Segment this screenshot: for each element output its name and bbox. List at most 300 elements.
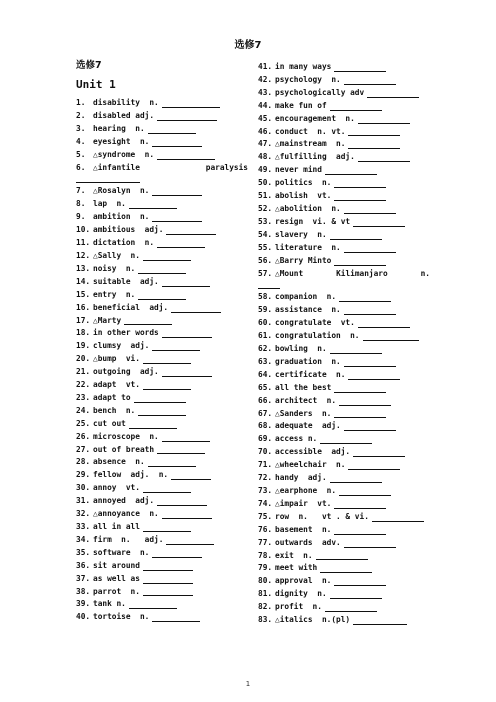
answer-blank[interactable] bbox=[171, 304, 221, 313]
vocab-number: 45. bbox=[258, 113, 273, 123]
vocab-number: 80. bbox=[258, 576, 273, 586]
vocab-number: 54. bbox=[258, 229, 273, 239]
vocab-item bbox=[258, 369, 430, 382]
vocab-item bbox=[258, 550, 430, 563]
vocab-term: entry n. bbox=[93, 289, 136, 299]
vocab-number: 34. bbox=[76, 534, 91, 544]
vocab-item bbox=[258, 113, 430, 126]
vocab-item bbox=[258, 524, 430, 537]
vocab-number: 36. bbox=[76, 560, 91, 570]
vocab-number: 69. bbox=[258, 434, 273, 444]
vocab-number: 73. bbox=[258, 486, 273, 495]
answer-blank[interactable] bbox=[330, 590, 382, 599]
vocab-number: 38. bbox=[76, 586, 91, 596]
vocab-item bbox=[258, 151, 430, 164]
vocab-item bbox=[76, 211, 248, 224]
vocab-term: △impair vt. bbox=[275, 498, 332, 508]
vocab-item bbox=[258, 291, 430, 304]
vocab-number: 70. bbox=[258, 447, 273, 457]
vocab-term: approval n. bbox=[275, 576, 332, 586]
answer-blank[interactable] bbox=[162, 99, 220, 108]
vocab-item bbox=[76, 340, 248, 353]
answer-blank[interactable] bbox=[344, 244, 396, 253]
vocab-number: 74. bbox=[258, 498, 273, 508]
vocab-item bbox=[76, 149, 248, 162]
vocab-number: 14. bbox=[76, 276, 91, 286]
answer-blank[interactable] bbox=[138, 291, 186, 300]
vocab-item bbox=[76, 418, 248, 431]
vocab-number: 55. bbox=[258, 242, 273, 252]
vocab-number: 35. bbox=[76, 547, 91, 557]
answer-blank[interactable] bbox=[339, 397, 391, 406]
answer-blank[interactable] bbox=[138, 265, 186, 274]
vocab-term: congratulation n. bbox=[275, 331, 360, 341]
vocab-term: hearing n. bbox=[93, 123, 145, 133]
vocab-term: assistance n. bbox=[275, 305, 341, 315]
vocab-item bbox=[76, 289, 248, 302]
answer-blank[interactable] bbox=[353, 616, 407, 625]
vocab-number: 61. bbox=[258, 331, 273, 341]
vocab-number: 10. bbox=[76, 225, 91, 235]
vocab-number: 50. bbox=[258, 178, 273, 188]
answer-blank[interactable] bbox=[162, 278, 210, 287]
vocab-term: outwards adv. bbox=[275, 537, 341, 547]
vocab-number: 48. bbox=[258, 152, 273, 162]
vocab-term: firm n. adj. bbox=[93, 534, 164, 544]
answer-blank[interactable] bbox=[348, 140, 400, 149]
vocabulary-column-right bbox=[258, 61, 430, 627]
vocab-number: 1. bbox=[76, 98, 86, 107]
answer-blank[interactable] bbox=[157, 497, 207, 506]
vocab-term: △mainstream n. bbox=[275, 139, 346, 149]
vocab-term: △earphone n. bbox=[275, 486, 337, 495]
vocab-item bbox=[258, 255, 430, 268]
vocab-item bbox=[258, 498, 430, 511]
answer-blank[interactable] bbox=[129, 200, 177, 209]
vocab-item bbox=[258, 317, 430, 330]
answer-blank[interactable] bbox=[134, 394, 186, 403]
vocab-number: 51. bbox=[258, 191, 273, 201]
answer-blank[interactable] bbox=[157, 112, 217, 121]
vocab-term: certificate n. bbox=[275, 369, 346, 379]
vocab-term: clumsy adj. bbox=[93, 341, 150, 351]
vocab-term: ambitious adj. bbox=[93, 225, 164, 235]
answer-blank[interactable] bbox=[358, 319, 410, 328]
vocab-item bbox=[76, 250, 248, 263]
vocab-number: 52. bbox=[258, 203, 273, 213]
vocab-item bbox=[258, 408, 430, 421]
vocab-item bbox=[76, 495, 248, 508]
vocab-number: 12. bbox=[76, 250, 91, 260]
answer-blank[interactable] bbox=[152, 213, 202, 222]
vocab-item bbox=[76, 315, 248, 328]
vocab-term: disabled adj. bbox=[93, 110, 155, 120]
answer-blank[interactable] bbox=[344, 358, 396, 367]
answer-blank[interactable] bbox=[171, 471, 211, 480]
vocab-item bbox=[258, 588, 430, 601]
vocab-item bbox=[76, 327, 248, 340]
answer-blank[interactable] bbox=[344, 539, 396, 548]
vocab-number: 9. bbox=[76, 212, 86, 222]
answer-blank[interactable] bbox=[148, 125, 196, 134]
vocab-number: 56. bbox=[258, 255, 273, 265]
vocab-term: architect n. bbox=[275, 395, 337, 405]
vocab-term: sit around bbox=[93, 560, 140, 570]
answer-blank[interactable] bbox=[143, 355, 191, 364]
vocab-term: psychologically adv bbox=[275, 87, 365, 97]
vocab-item bbox=[76, 508, 248, 521]
vocab-term: tortoise n. bbox=[93, 612, 150, 622]
vocab-item bbox=[258, 420, 430, 433]
vocab-item bbox=[258, 446, 430, 459]
vocab-number: 15. bbox=[76, 289, 91, 299]
answer-blank[interactable] bbox=[143, 523, 191, 532]
vocab-term: cut out bbox=[93, 418, 126, 428]
answer-blank[interactable] bbox=[129, 420, 177, 429]
vocab-item bbox=[258, 395, 430, 408]
answer-blank[interactable] bbox=[258, 280, 280, 289]
vocab-term: companion n. bbox=[275, 292, 337, 302]
vocab-item bbox=[76, 162, 248, 186]
vocab-number: 6. bbox=[76, 162, 86, 172]
vocab-term: out of breath bbox=[93, 444, 155, 454]
vocab-term: access n. bbox=[275, 434, 318, 444]
answer-blank[interactable] bbox=[344, 205, 396, 214]
vocab-item bbox=[76, 611, 248, 624]
answer-blank[interactable] bbox=[157, 239, 205, 248]
vocab-number: 19. bbox=[76, 341, 91, 351]
vocab-number: 21. bbox=[76, 367, 91, 377]
answer-blank[interactable] bbox=[348, 461, 400, 470]
vocab-item bbox=[76, 469, 248, 482]
answer-blank[interactable] bbox=[363, 332, 419, 341]
vocab-term: △abolition n. bbox=[275, 203, 341, 213]
vocab-term: never mind bbox=[275, 165, 322, 175]
answer-blank[interactable] bbox=[325, 166, 377, 175]
vocab-term: row n. vt . & vi. bbox=[275, 511, 369, 521]
answer-blank[interactable] bbox=[152, 187, 202, 196]
vocab-item bbox=[258, 61, 430, 74]
vocab-item bbox=[258, 229, 430, 242]
answer-blank[interactable] bbox=[162, 368, 212, 377]
vocab-item bbox=[76, 482, 248, 495]
answer-blank[interactable] bbox=[330, 231, 382, 240]
vocab-term: conduct n. vt. bbox=[275, 126, 346, 136]
vocabulary-column-left bbox=[76, 58, 248, 624]
vocab-number: 5. bbox=[76, 149, 86, 159]
vocab-term: exit n. bbox=[275, 550, 313, 560]
vocab-number: 65. bbox=[258, 382, 273, 392]
vocab-number: 22. bbox=[76, 380, 91, 390]
vocab-item bbox=[258, 268, 430, 292]
vocab-number: 33. bbox=[76, 522, 91, 531]
answer-blank[interactable] bbox=[348, 371, 400, 380]
vocab-number: 43. bbox=[258, 87, 273, 97]
vocab-term: △Sally n. bbox=[93, 250, 140, 260]
answer-blank[interactable] bbox=[143, 381, 191, 390]
answer-blank[interactable] bbox=[334, 500, 386, 509]
vocab-term: beneficial adj. bbox=[93, 302, 169, 312]
vocab-number: 76. bbox=[258, 524, 273, 534]
vocab-term: suitable adj. bbox=[93, 276, 159, 286]
vocab-number: 13. bbox=[76, 263, 91, 273]
vocab-term: dictation n. bbox=[93, 238, 155, 248]
answer-blank[interactable] bbox=[353, 218, 405, 227]
vocab-number: 67. bbox=[258, 408, 273, 418]
vocab-term: △fulfilling adj. bbox=[275, 152, 355, 162]
vocab-number: 60. bbox=[258, 318, 273, 328]
vocab-item bbox=[258, 382, 430, 395]
vocab-item bbox=[258, 575, 430, 588]
vocab-term: bowling n. bbox=[275, 344, 327, 354]
answer-blank[interactable] bbox=[339, 293, 391, 302]
vocab-number: 75. bbox=[258, 511, 273, 521]
vocab-number: 37. bbox=[76, 573, 91, 583]
vocab-number: 20. bbox=[76, 354, 91, 364]
vocabulary-list-right bbox=[258, 61, 430, 627]
answer-blank[interactable] bbox=[152, 138, 202, 147]
vocab-number: 27. bbox=[76, 444, 91, 454]
answer-blank[interactable] bbox=[143, 484, 191, 493]
vocab-term: annoyed adj. bbox=[93, 496, 155, 506]
vocab-number: 24. bbox=[76, 405, 91, 415]
vocab-number: 57. bbox=[258, 268, 273, 278]
answer-blank[interactable] bbox=[152, 549, 202, 558]
answer-blank[interactable] bbox=[353, 448, 405, 457]
vocab-item bbox=[258, 100, 430, 113]
vocab-item bbox=[76, 263, 248, 276]
answer-blank[interactable] bbox=[330, 474, 382, 483]
answer-blank[interactable] bbox=[157, 151, 215, 160]
vocab-number: 28. bbox=[76, 457, 91, 467]
vocab-term: basement n. bbox=[275, 524, 332, 534]
vocab-item bbox=[76, 198, 248, 211]
vocab-number: 31. bbox=[76, 496, 91, 506]
vocab-number: 78. bbox=[258, 550, 273, 560]
vocab-number: 82. bbox=[258, 602, 273, 612]
answer-blank[interactable] bbox=[138, 407, 186, 416]
vocab-item bbox=[76, 392, 248, 405]
answer-blank[interactable] bbox=[334, 409, 386, 418]
vocab-term: lap n. bbox=[93, 199, 126, 209]
vocab-term: tank n. bbox=[93, 599, 126, 609]
answer-blank[interactable] bbox=[316, 551, 368, 560]
vocab-number: 71. bbox=[258, 460, 273, 470]
vocab-term: △bump vi. bbox=[93, 354, 140, 364]
answer-blank[interactable] bbox=[334, 257, 386, 266]
vocab-term: △italics n.(pl) bbox=[275, 615, 351, 625]
vocab-term: meet with bbox=[275, 563, 318, 573]
unit-heading: Unit 1 bbox=[76, 78, 116, 91]
vocab-number: 17. bbox=[76, 315, 91, 325]
book-label: 选修7 bbox=[76, 60, 102, 71]
vocab-item bbox=[76, 224, 248, 237]
answer-blank[interactable] bbox=[334, 577, 386, 586]
vocab-number: 11. bbox=[76, 238, 91, 248]
vocab-item bbox=[76, 534, 248, 547]
answer-blank[interactable] bbox=[334, 526, 386, 535]
vocab-term: noisy n. bbox=[93, 263, 136, 273]
vocab-item bbox=[258, 601, 430, 614]
vocab-number: 41. bbox=[258, 62, 273, 71]
vocab-number: 53. bbox=[258, 216, 273, 226]
answer-blank[interactable] bbox=[148, 458, 196, 467]
answer-blank[interactable] bbox=[330, 345, 382, 354]
vocab-number: 79. bbox=[258, 563, 273, 573]
vocab-term: encouragement n. bbox=[275, 113, 355, 123]
answer-blank[interactable] bbox=[344, 76, 396, 85]
vocab-number: 59. bbox=[258, 305, 273, 315]
vocab-term: eyesight n. bbox=[93, 136, 150, 146]
vocab-number: 66. bbox=[258, 395, 273, 405]
vocab-item bbox=[76, 598, 248, 611]
vocab-item bbox=[76, 431, 248, 444]
vocab-number: 32. bbox=[76, 509, 91, 519]
vocab-number: 72. bbox=[258, 473, 273, 483]
answer-blank[interactable] bbox=[339, 487, 391, 496]
vocabulary-list-left bbox=[76, 97, 248, 624]
vocab-term: outgoing adj. bbox=[93, 367, 159, 377]
answer-blank[interactable] bbox=[152, 613, 200, 622]
answer-blank[interactable] bbox=[334, 384, 386, 393]
vocab-term: △syndrome n. bbox=[93, 149, 155, 159]
vocab-item bbox=[258, 126, 430, 139]
vocab-item bbox=[76, 456, 248, 469]
vocab-number: 58. bbox=[258, 292, 273, 302]
vocab-term: △infantile paralysis bbox=[93, 162, 248, 172]
vocab-number: 42. bbox=[258, 74, 273, 84]
vocab-item bbox=[76, 136, 248, 149]
answer-blank[interactable] bbox=[330, 102, 382, 111]
vocab-item bbox=[258, 203, 430, 216]
vocab-term: slavery n. bbox=[275, 229, 327, 239]
answer-blank[interactable] bbox=[124, 316, 172, 325]
vocab-number: 3. bbox=[76, 123, 86, 133]
answer-blank[interactable] bbox=[372, 513, 424, 522]
answer-blank[interactable] bbox=[334, 192, 386, 201]
vocab-term: handy adj. bbox=[275, 473, 327, 483]
page-number: 1 bbox=[245, 680, 251, 688]
vocab-number: 44. bbox=[258, 100, 273, 110]
vocab-number: 46. bbox=[258, 126, 273, 136]
vocab-term: adequate adj. bbox=[275, 421, 341, 431]
vocab-term: politics n. bbox=[275, 178, 332, 188]
answer-blank[interactable] bbox=[143, 587, 193, 596]
vocab-number: 68. bbox=[258, 421, 273, 431]
answer-blank[interactable] bbox=[348, 127, 400, 136]
answer-blank[interactable] bbox=[334, 63, 386, 72]
vocab-item bbox=[258, 343, 430, 356]
answer-blank[interactable] bbox=[162, 433, 210, 442]
vocab-item bbox=[76, 405, 248, 418]
vocab-number: 4. bbox=[76, 136, 86, 146]
answer-blank[interactable] bbox=[358, 153, 410, 162]
answer-blank[interactable] bbox=[152, 342, 200, 351]
vocab-number: 39. bbox=[76, 599, 91, 609]
vocab-term: in other words bbox=[93, 328, 159, 338]
vocab-number: 83. bbox=[258, 615, 273, 625]
vocab-item bbox=[258, 472, 430, 485]
vocab-term: fellow adj. n. bbox=[93, 470, 169, 480]
vocab-item bbox=[258, 459, 430, 472]
vocab-number: 62. bbox=[258, 344, 273, 354]
vocab-item bbox=[76, 302, 248, 315]
answer-blank[interactable] bbox=[166, 226, 216, 235]
vocab-term: dignity n. bbox=[275, 589, 327, 599]
vocab-number: 63. bbox=[258, 356, 273, 366]
vocab-term: ambition n. bbox=[93, 212, 150, 222]
answer-blank[interactable] bbox=[320, 435, 372, 444]
vocab-term: adapt vt. bbox=[93, 380, 140, 390]
vocab-term: all the best bbox=[275, 382, 332, 392]
vocab-number: 77. bbox=[258, 537, 273, 547]
vocab-item bbox=[76, 353, 248, 366]
answer-blank[interactable] bbox=[320, 564, 372, 573]
answer-blank[interactable] bbox=[143, 575, 193, 584]
answer-blank[interactable] bbox=[143, 252, 191, 261]
vocab-term: graduation n. bbox=[275, 356, 341, 366]
answer-blank[interactable] bbox=[367, 89, 419, 98]
answer-blank[interactable] bbox=[358, 115, 410, 124]
vocab-number: 49. bbox=[258, 165, 273, 175]
answer-blank[interactable] bbox=[129, 600, 177, 609]
vocab-term: △wheelchair n. bbox=[275, 460, 346, 470]
vocab-item bbox=[258, 304, 430, 317]
vocab-term: accessible adj. bbox=[275, 447, 351, 457]
vocab-item bbox=[258, 242, 430, 255]
answer-blank[interactable] bbox=[344, 422, 396, 431]
answer-blank[interactable] bbox=[162, 329, 212, 338]
vocab-number: 47. bbox=[258, 139, 273, 149]
vocab-number: 64. bbox=[258, 369, 273, 379]
answer-blank[interactable] bbox=[76, 174, 140, 183]
vocab-term: △Barry Minto bbox=[275, 255, 332, 265]
vocab-item bbox=[258, 74, 430, 87]
vocab-item bbox=[258, 511, 430, 524]
vocab-number: 81. bbox=[258, 589, 273, 599]
answer-blank[interactable] bbox=[157, 445, 205, 454]
vocab-number: 25. bbox=[76, 418, 91, 428]
vocab-term: all in all bbox=[93, 522, 140, 531]
vocab-term: as well as bbox=[93, 573, 140, 583]
answer-blank[interactable] bbox=[143, 562, 193, 571]
answer-blank[interactable] bbox=[162, 510, 212, 519]
answer-blank[interactable] bbox=[344, 306, 396, 315]
vocab-item bbox=[258, 190, 430, 203]
vocab-number: 29. bbox=[76, 470, 91, 480]
vocab-item bbox=[258, 177, 430, 190]
answer-blank[interactable] bbox=[166, 536, 214, 545]
vocab-number: 2. bbox=[76, 110, 86, 120]
vocab-item bbox=[76, 573, 248, 586]
vocab-term: disability n. bbox=[93, 98, 159, 107]
vocab-number: 40. bbox=[76, 612, 91, 622]
vocab-term: resign vi. & vt bbox=[275, 216, 351, 226]
vocab-item bbox=[76, 110, 248, 123]
vocab-term: software n. bbox=[93, 547, 150, 557]
vocab-item bbox=[76, 123, 248, 136]
vocab-item bbox=[76, 444, 248, 457]
vocab-number: 7. bbox=[76, 186, 86, 196]
vocab-item bbox=[258, 330, 430, 343]
vocab-item bbox=[76, 379, 248, 392]
vocab-term: annoy vt. bbox=[93, 483, 140, 493]
answer-blank[interactable] bbox=[325, 603, 377, 612]
answer-blank[interactable] bbox=[334, 179, 386, 188]
vocab-item bbox=[76, 185, 248, 198]
vocab-item bbox=[258, 485, 430, 498]
vocab-item bbox=[76, 586, 248, 599]
